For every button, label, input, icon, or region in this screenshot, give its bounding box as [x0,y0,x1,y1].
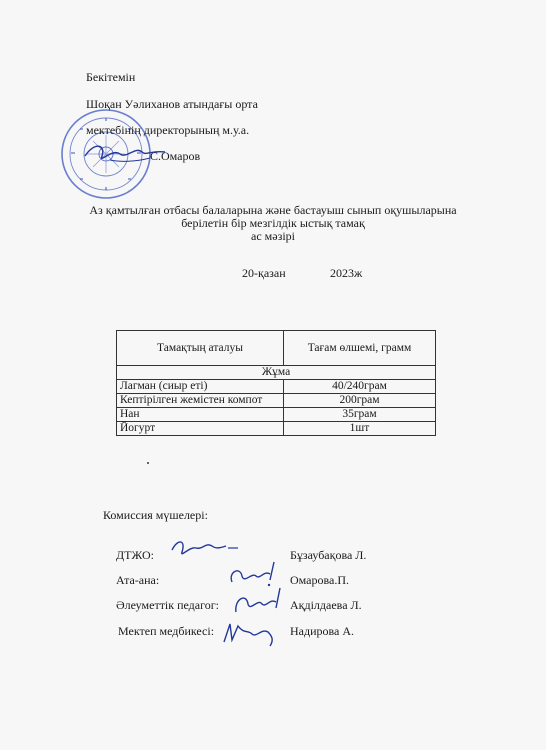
member-signature [218,616,280,650]
dish-portion: 40/240грам [284,380,436,394]
commission-heading: Комиссия мүшелері: [103,508,208,522]
table-row [117,422,436,436]
column-header-name: Тамақтың аталуы [117,331,284,366]
approval-label: Бекітемін [86,70,136,84]
table-row [117,380,436,394]
member-role: Мектеп медбикесі: [118,624,215,638]
table-day-row [117,366,436,380]
table-header-row [117,331,436,366]
menu-table [116,330,436,436]
director-name: С.Омаров [150,149,201,163]
page-mark [147,462,149,464]
dish-name: Кептірілген жемістен компот [117,394,284,408]
date-day: 20-қазан [242,266,286,280]
approval-line-1: Шоқан Уәлиханов атындағы орта [86,97,258,111]
title-line-3: ас мәзірі [251,229,295,243]
member-name: Надирова А. [290,624,355,638]
table-row [117,394,436,408]
dish-portion: 200грам [284,394,436,408]
member-role: Ата-ана: [116,573,160,587]
title-line-2: берілетін бір мезгілдік ыстық тамақ [181,216,365,230]
table-row [117,408,436,422]
approval-line-2: мектебінің директорының м.у.а. [86,123,250,137]
director-signature [80,138,170,168]
member-name: Бұзаубақова Л. [290,548,367,562]
member-signature [230,584,288,618]
dish-name: Йогурт [117,422,284,436]
day-label: Жұма [117,366,436,380]
column-header-portion: Тағам өлшемі, грамм [284,331,436,366]
date-year: 2023ж [330,266,363,280]
dish-name: Нан [117,408,284,422]
member-role: ДТЖО: [116,548,154,562]
member-name: Омарова.П. [290,573,350,587]
title-line-1: Аз қамтылған отбасы балаларына және бастауыш сынып оқушыларына [89,203,457,217]
member-role: Әлеуметтік педагог: [116,598,219,612]
member-name: Ақділдаева Л. [290,598,362,612]
dish-name: Лагман (сиыр еті) [117,380,284,394]
dish-portion: 35грам [284,408,436,422]
dish-portion: 1шт [284,422,436,436]
